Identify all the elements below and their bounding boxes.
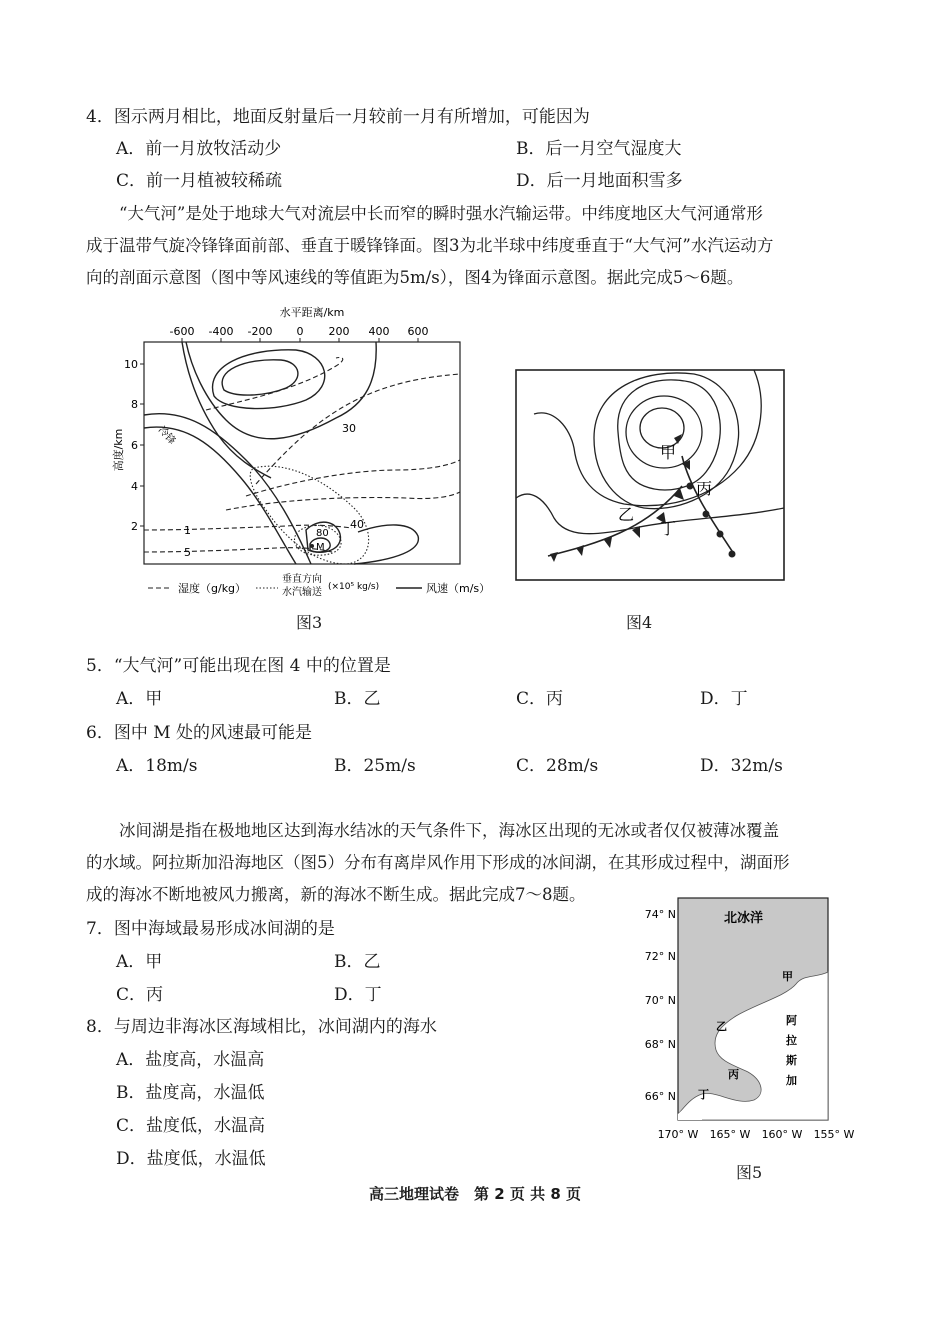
fig3-y-tick: 8 [131, 398, 138, 411]
fig4-label-jia: 甲 [660, 443, 677, 462]
q8-option-d: D．盐度低，水温低 [116, 1149, 266, 1169]
fig3-y-axis-label: 高度/km [112, 428, 125, 472]
q6-option-c: C．28m/s [516, 756, 599, 776]
fig3-label-30: 30 [342, 422, 356, 435]
q4-option-b: B．后一月空气湿度大 [516, 139, 682, 159]
figure-3-cross-section [96, 300, 496, 600]
fig3-x-tick: 0 [296, 325, 304, 338]
fig5-ocean-label: 北冰洋 [724, 911, 764, 926]
q5-option-c: C．丙 [516, 689, 564, 709]
fig4-isobars [516, 370, 784, 534]
q4-option-c: C．前一月植被较稀疏 [116, 171, 283, 191]
fig5-label-bing: 丙 [728, 1068, 739, 1081]
fig3-y-ticks [124, 358, 138, 533]
q8-option-c: C．盐度低，水温高 [116, 1116, 266, 1136]
figure-4-front [514, 368, 786, 582]
fig4-label-ding: 丁 [660, 519, 677, 538]
fig4-label-bing: 丙 [696, 479, 713, 498]
fig3-legend-vapor-1: 垂直方向 [282, 574, 322, 585]
passage1-line1: “大气河”是处于地球大气对流层中长而窄的瞬时强水汽输运带。中纬度地区大气河通常形 [119, 204, 763, 223]
passage1-line3: 向的剖面示意图（图中等风速线的等值距为5m/s），图4为锋面示意图。据此完成5～6题。 [86, 268, 744, 287]
figure-5-alaska-map [636, 894, 862, 1146]
fig3-label-80: 80 [316, 528, 329, 539]
fig5-lon-tick: 160° W [761, 1128, 803, 1141]
fig3-legend-vapor-unit: (×10⁵ kg/s) [328, 582, 380, 592]
fig3-y-tick: 2 [131, 520, 138, 533]
q6-stem: 6．图中 M 处的风速最可能是 [86, 723, 313, 743]
fig3-y-tick: 10 [124, 358, 138, 371]
fig5-land-3: 斯 [786, 1054, 797, 1067]
fig5-lat-tick: 72° N [644, 950, 676, 963]
fig5-land-2: 拉 [786, 1034, 797, 1047]
page-footer: 高三地理试卷 第 2 页 共 8 页 [369, 1185, 581, 1203]
q7-option-c: C．丙 [116, 985, 164, 1005]
fig5-lon-tick: 165° W [709, 1128, 751, 1141]
fig3-caption: 图3 [296, 613, 323, 632]
q7-option-d: D．丁 [334, 985, 382, 1005]
passage2-line1: 冰间湖是指在极地地区达到海水结冰的天气条件下，海冰区出现的无冰或者仅仅被薄冰覆盖 [119, 821, 779, 840]
passage2-line3: 成的海冰不断地被风力搬离，新的海冰不断生成。据此完成7～8题。 [86, 885, 586, 904]
fig5-land-4: 加 [786, 1074, 797, 1087]
q8-stem: 8．与周边非海冰区海域相比，冰间湖内的海水 [86, 1017, 437, 1037]
passage2-line2: 的水域。阿拉斯加沿海地区（图5）分布有离岸风作用下形成的冰间湖，在其形成过程中，湖面形 [86, 853, 790, 872]
fig5-lat-ticks [645, 908, 676, 1103]
fig5-land-1: 阿 [786, 1014, 797, 1027]
fig3-ticks [140, 338, 418, 526]
q7-option-b: B．乙 [334, 952, 381, 972]
fig3-x-ticks [170, 325, 429, 338]
fig3-y-tick: 6 [131, 439, 138, 452]
fig5-lat-tick: 70° N [644, 994, 676, 1007]
q7-stem: 7．图中海域最易形成冰间湖的是 [86, 919, 335, 939]
q6-option-d: D．32m/s [700, 756, 783, 776]
q4-option-d: D．后一月地面积雪多 [516, 171, 683, 191]
fig3-legend-humidity: 湿度（g/kg） [178, 582, 247, 595]
q8-option-a: A．盐度高，水温高 [116, 1050, 265, 1070]
fig5-label-ding: 丁 [698, 1088, 709, 1101]
q6-option-a: A．18m/s [116, 756, 198, 776]
q5-option-d: D．丁 [700, 689, 748, 709]
fig3-point-m-dot [310, 544, 314, 548]
q6-option-b: B．25m/s [334, 756, 416, 776]
fig4-caption: 图4 [626, 613, 653, 632]
q5-option-b: B．乙 [334, 689, 381, 709]
fig3-point-m: M [316, 542, 325, 553]
fig3-axis-title: 水平距离/km [279, 306, 345, 319]
fig3-y-tick: 4 [131, 480, 138, 493]
fig5-lat-tick: 74° N [644, 908, 676, 921]
fig3-x-tick: -200 [247, 325, 273, 338]
fig5-label-jia: 甲 [782, 970, 793, 983]
q5-stem: 5．“大气河”可能出现在图 4 中的位置是 [86, 656, 391, 676]
q4-option-a: A．前一月放牧活动少 [116, 139, 282, 159]
passage-atmospheric-river [86, 198, 856, 294]
fig4-warm-front [682, 456, 734, 554]
q4-stem: 4．图示两月相比，地面反射量后一月较前一月有所增加，可能因为 [86, 107, 590, 127]
fig3-x-tick: 400 [368, 325, 390, 338]
passage1-line2: 成于温带气旋冷锋锋面前部、垂直于暖锋锋面。图3为北半球中纬度垂直于“大气河”水汽运动方 [86, 236, 774, 255]
fig4-label-yi: 乙 [618, 505, 635, 524]
fig5-caption: 图5 [736, 1163, 763, 1182]
q8-option-b: B．盐度高，水温低 [116, 1083, 265, 1103]
fig5-lon-ticks [658, 1128, 855, 1141]
fig3-legend-vapor-2: 水汽输送 [282, 587, 322, 598]
fig5-label-yi: 乙 [716, 1020, 727, 1033]
fig3-frame [144, 342, 460, 564]
fig3-humidity-contours [144, 357, 460, 552]
q7-option-a: A．甲 [116, 952, 163, 972]
fig4-frame [516, 370, 784, 580]
fig3-x-tick: -400 [208, 325, 234, 338]
fig3-legend [148, 572, 490, 598]
q5-option-a: A．甲 [116, 689, 163, 709]
fig3-x-tick: 600 [407, 325, 429, 338]
fig3-x-tick: -600 [169, 325, 195, 338]
fig5-lon-tick: 155° W [813, 1128, 855, 1141]
fig5-lat-tick: 66° N [644, 1090, 676, 1103]
fig3-label-40: 40 [350, 518, 364, 531]
fig5-lon-tick: 170° W [657, 1128, 699, 1141]
fig3-front-label: 冷锋 [155, 424, 178, 447]
fig3-legend-wind: 风速（m/s） [426, 582, 491, 595]
fig3-label-5: 5 [184, 546, 191, 559]
fig3-x-tick: 200 [328, 325, 350, 338]
fig3-label-1: 1 [184, 524, 191, 537]
fig5-lat-tick: 68° N [644, 1038, 676, 1051]
